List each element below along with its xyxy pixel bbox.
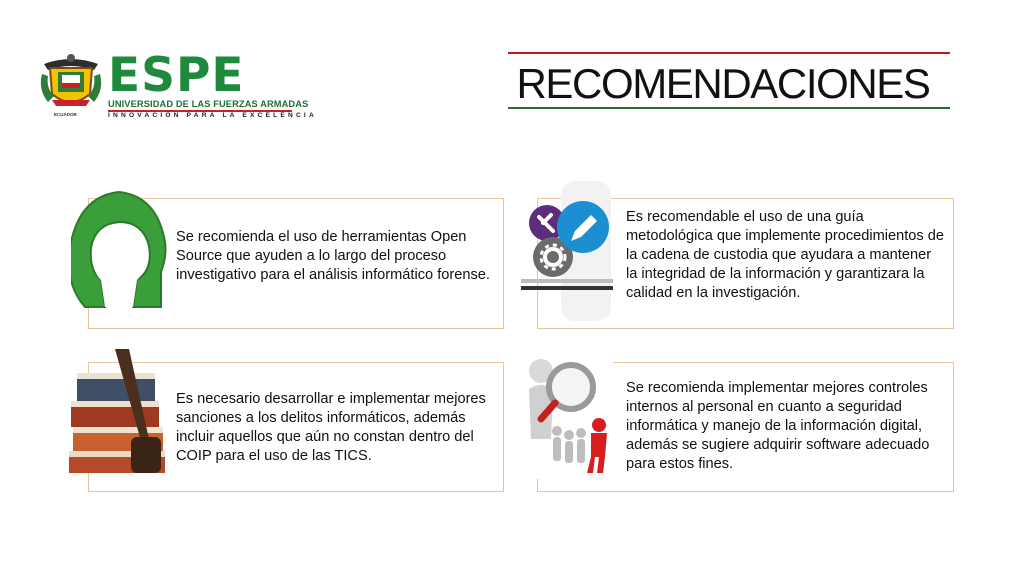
recommendation-card-3	[88, 362, 504, 492]
title-top-rule	[508, 52, 950, 54]
card-text: Es necesario desarrollar e implementar mejores sanciones a los delitos informáticos, además incluir aquellos que aún no constan dentro del COIP para el uso de las TICS.	[176, 391, 486, 464]
tools-pencil-icon	[521, 181, 613, 321]
card-text: Se recomienda el uso de herramientas Open Source que ayuden a lo largo del proceso investigativo para el análisis informático forense.	[176, 229, 490, 283]
page-title: RECOMENDACIONES	[516, 60, 930, 107]
crest-icon	[38, 50, 104, 120]
open-source-logo-icon	[71, 182, 167, 312]
magnifier-people-icon	[521, 349, 613, 479]
logo-tagline: INNOVACIÓN PARA LA EXCELENCIA	[108, 112, 317, 119]
crest-caption: ECUADOR	[54, 112, 77, 117]
title-bottom-rule	[508, 107, 950, 109]
recommendation-card-4	[537, 362, 954, 492]
books-gavel-icon	[69, 347, 165, 479]
logo-subtitle: UNIVERSIDAD DE LAS FUERZAS ARMADAS	[108, 99, 309, 109]
recommendation-card-2	[537, 198, 954, 329]
card-text: Es recomendable el uso de una guía metodológica que implemente procedimientos de la cadena de custodia que ayudara a mantener la integridad de la información y garantizara la calidad en la investigación.	[626, 209, 945, 301]
logo-wordmark: ESPE	[108, 48, 245, 103]
card-text: Se recomienda implementar mejores controles internos al personal en cuanto a seguridad informática y manejo de la información digital, además se sugiere adquirir software adecuado para estos fines.	[626, 380, 930, 472]
recommendation-card-1	[88, 198, 504, 329]
espe-logo	[38, 48, 317, 122]
